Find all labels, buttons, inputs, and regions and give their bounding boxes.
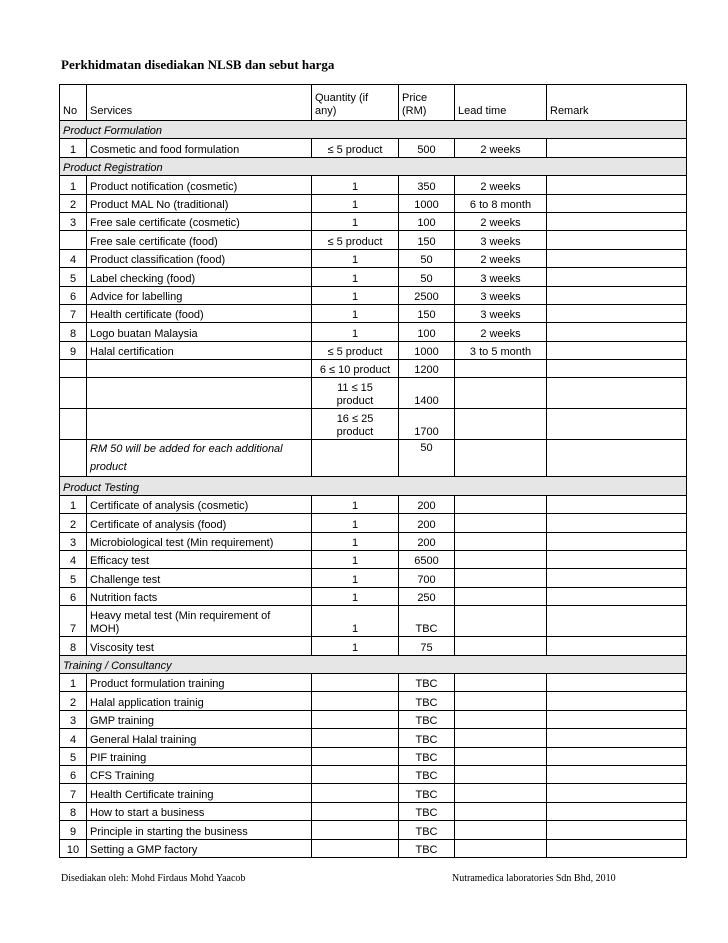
section-row (60, 157, 687, 175)
row-quantity: 1 (312, 637, 399, 655)
row-service: How to start a business (87, 802, 312, 820)
row-remark (547, 514, 687, 532)
row-lead-time (455, 784, 547, 802)
row-no: 6 (60, 286, 87, 304)
row-price: 1000 (399, 194, 455, 212)
row-service: Viscosity test (87, 637, 312, 655)
table-row (60, 606, 687, 637)
table-row (60, 440, 687, 477)
row-lead-time: 6 to 8 month (455, 194, 547, 212)
row-lead-time (455, 802, 547, 820)
row-no: 1 (60, 176, 87, 194)
row-remark (547, 176, 687, 194)
table-row (60, 551, 687, 569)
row-remark (547, 821, 687, 839)
row-quantity: ≤ 5 product (312, 139, 399, 157)
row-remark (547, 286, 687, 304)
row-no: 8 (60, 323, 87, 341)
table-row (60, 139, 687, 157)
row-quantity: ≤ 5 product (312, 341, 399, 359)
table-row (60, 249, 687, 267)
row-lead-time (455, 673, 547, 691)
row-lead-time: 2 weeks (455, 139, 547, 157)
row-no: 5 (60, 268, 87, 286)
table-row (60, 194, 687, 212)
page-title: Perkhidmatan disediakan NLSB dan sebut harga (61, 57, 335, 72)
row-service: Free sale certificate (food) (87, 231, 312, 249)
row-lead-time: 2 weeks (455, 212, 547, 230)
row-lead-time (455, 360, 547, 378)
row-service: Microbiological test (Min requirement) (87, 532, 312, 550)
row-lead-time: 3 weeks (455, 268, 547, 286)
table-row (60, 286, 687, 304)
header-lead-time: Lead time (455, 85, 547, 121)
row-service: General Halal training (87, 729, 312, 747)
row-quantity (312, 673, 399, 691)
row-lead-time: 3 weeks (455, 231, 547, 249)
table-row (60, 821, 687, 839)
table-row (60, 231, 687, 249)
row-quantity: 16 ≤ 25 product (312, 409, 399, 440)
row-lead-time (455, 710, 547, 728)
row-no: 5 (60, 569, 87, 587)
row-lead-time (455, 821, 547, 839)
row-no: 4 (60, 249, 87, 267)
row-lead-time (455, 495, 547, 513)
row-price: 1000 (399, 341, 455, 359)
row-quantity: 1 (312, 268, 399, 286)
row-lead-time (455, 378, 547, 409)
row-price: 100 (399, 323, 455, 341)
row-lead-time (455, 839, 547, 857)
row-price: 150 (399, 304, 455, 322)
row-service: CFS Training (87, 765, 312, 783)
row-quantity: 6 ≤ 10 product (312, 360, 399, 378)
table-row (60, 532, 687, 550)
row-lead-time (455, 569, 547, 587)
row-remark (547, 360, 687, 378)
row-price: 150 (399, 231, 455, 249)
row-no (60, 409, 87, 440)
row-no: 8 (60, 637, 87, 655)
table-row (60, 569, 687, 587)
row-lead-time: 2 weeks (455, 176, 547, 194)
row-quantity: 1 (312, 194, 399, 212)
row-no: 9 (60, 341, 87, 359)
row-lead-time (455, 606, 547, 637)
row-lead-time (455, 637, 547, 655)
row-remark (547, 495, 687, 513)
row-lead-time (455, 440, 547, 477)
table-row (60, 839, 687, 857)
row-service: Product MAL No (traditional) (87, 194, 312, 212)
row-price: TBC (399, 784, 455, 802)
row-no: 1 (60, 495, 87, 513)
row-remark (547, 212, 687, 230)
row-remark (547, 323, 687, 341)
row-service: Efficacy test (87, 551, 312, 569)
row-quantity: 1 (312, 304, 399, 322)
row-service: Logo buatan Malaysia (87, 323, 312, 341)
row-service: Halal certification (87, 341, 312, 359)
row-remark (547, 551, 687, 569)
row-remark (547, 341, 687, 359)
row-remark (547, 231, 687, 249)
row-lead-time: 3 weeks (455, 286, 547, 304)
row-quantity (312, 440, 399, 477)
row-service (87, 409, 312, 440)
row-service (87, 360, 312, 378)
row-no (60, 378, 87, 409)
row-quantity: 1 (312, 606, 399, 637)
section-row (60, 477, 687, 495)
row-service: Product notification (cosmetic) (87, 176, 312, 194)
row-lead-time (455, 532, 547, 550)
row-price: 200 (399, 514, 455, 532)
row-no: 6 (60, 587, 87, 605)
row-quantity (312, 784, 399, 802)
row-quantity: 1 (312, 286, 399, 304)
table-row (60, 514, 687, 532)
row-remark (547, 409, 687, 440)
row-price: 2500 (399, 286, 455, 304)
row-remark (547, 194, 687, 212)
row-remark (547, 673, 687, 691)
row-no (60, 231, 87, 249)
row-price: TBC (399, 802, 455, 820)
row-price: TBC (399, 710, 455, 728)
table-row (60, 729, 687, 747)
table-row (60, 495, 687, 513)
row-lead-time (455, 551, 547, 569)
row-remark (547, 440, 687, 477)
row-remark (547, 784, 687, 802)
row-remark (547, 692, 687, 710)
row-price: 100 (399, 212, 455, 230)
row-remark (547, 249, 687, 267)
row-service-note: RM 50 will be added for each additional product (87, 440, 312, 477)
row-remark (547, 532, 687, 550)
row-remark (547, 569, 687, 587)
table-row (60, 323, 687, 341)
table-row (60, 637, 687, 655)
row-quantity: ≤ 5 product (312, 231, 399, 249)
row-quantity: 1 (312, 323, 399, 341)
row-service: PIF training (87, 747, 312, 765)
table-row (60, 176, 687, 194)
row-price: TBC (399, 765, 455, 783)
row-service: Heavy metal test (Min requirement of MOH) (87, 606, 312, 637)
section-heading: Product Registration (60, 157, 687, 175)
row-service: Halal application trainig (87, 692, 312, 710)
row-service: Health Certificate training (87, 784, 312, 802)
row-price: 700 (399, 569, 455, 587)
row-remark (547, 587, 687, 605)
row-price: TBC (399, 692, 455, 710)
price-table (59, 84, 687, 858)
row-quantity (312, 692, 399, 710)
row-service: Free sale certificate (cosmetic) (87, 212, 312, 230)
row-lead-time (455, 729, 547, 747)
row-price: 50 (399, 268, 455, 286)
row-remark (547, 747, 687, 765)
row-price: TBC (399, 729, 455, 747)
row-remark (547, 304, 687, 322)
section-heading: Product Testing (60, 477, 687, 495)
row-remark (547, 765, 687, 783)
row-lead-time: 2 weeks (455, 249, 547, 267)
row-price: 200 (399, 495, 455, 513)
row-no: 2 (60, 692, 87, 710)
table-row (60, 587, 687, 605)
row-lead-time (455, 409, 547, 440)
row-price: 50 (399, 440, 455, 477)
row-service: Advice for labelling (87, 286, 312, 304)
table-row (60, 360, 687, 378)
row-quantity: 1 (312, 569, 399, 587)
row-quantity (312, 747, 399, 765)
row-no: 7 (60, 784, 87, 802)
header-quantity: Quantity (if any) (312, 85, 399, 121)
row-price: 350 (399, 176, 455, 194)
row-price: 250 (399, 587, 455, 605)
row-price: TBC (399, 839, 455, 857)
row-quantity (312, 765, 399, 783)
header-row (60, 85, 687, 121)
row-quantity (312, 710, 399, 728)
row-no: 2 (60, 514, 87, 532)
row-lead-time (455, 765, 547, 783)
table-row (60, 784, 687, 802)
row-quantity: 1 (312, 212, 399, 230)
table-row (60, 341, 687, 359)
row-lead-time (455, 692, 547, 710)
table-row (60, 212, 687, 230)
footer-author: Disediakan oleh: Mohd Firdaus Mohd Yaacob (61, 873, 246, 884)
row-service: Principle in starting the business (87, 821, 312, 839)
table-row (60, 304, 687, 322)
row-remark (547, 606, 687, 637)
row-no: 4 (60, 729, 87, 747)
row-price: 500 (399, 139, 455, 157)
row-quantity: 1 (312, 551, 399, 569)
row-no: 9 (60, 821, 87, 839)
row-service: Challenge test (87, 569, 312, 587)
row-no: 3 (60, 532, 87, 550)
header-no: No (60, 85, 87, 121)
row-service: Setting a GMP factory (87, 839, 312, 857)
table-row (60, 802, 687, 820)
table-row (60, 673, 687, 691)
table-row (60, 378, 687, 409)
row-quantity: 1 (312, 249, 399, 267)
row-price: 1700 (399, 409, 455, 440)
row-service: Certificate of analysis (food) (87, 514, 312, 532)
footer-company: Nutramedica laboratories Sdn Bhd, 2010 (452, 873, 616, 884)
row-quantity (312, 802, 399, 820)
table-row (60, 710, 687, 728)
row-remark (547, 268, 687, 286)
header-price: Price (RM) (399, 85, 455, 121)
row-lead-time: 3 weeks (455, 304, 547, 322)
row-price: 1200 (399, 360, 455, 378)
row-remark (547, 729, 687, 747)
row-service: Certificate of analysis (cosmetic) (87, 495, 312, 513)
row-no (60, 360, 87, 378)
row-no: 4 (60, 551, 87, 569)
row-no: 10 (60, 839, 87, 857)
row-service: Nutrition facts (87, 587, 312, 605)
row-remark (547, 378, 687, 409)
row-price: TBC (399, 606, 455, 637)
row-service: Health certificate (food) (87, 304, 312, 322)
row-lead-time: 3 to 5 month (455, 341, 547, 359)
row-quantity: 11 ≤ 15 product (312, 378, 399, 409)
table-row (60, 747, 687, 765)
row-service: GMP training (87, 710, 312, 728)
row-remark (547, 637, 687, 655)
row-quantity: 1 (312, 532, 399, 550)
row-no: 7 (60, 606, 87, 637)
row-price: 50 (399, 249, 455, 267)
row-no: 3 (60, 710, 87, 728)
table-row (60, 692, 687, 710)
row-service (87, 378, 312, 409)
row-service: Cosmetic and food formulation (87, 139, 312, 157)
row-lead-time (455, 587, 547, 605)
row-remark (547, 839, 687, 857)
row-no: 2 (60, 194, 87, 212)
table-row (60, 268, 687, 286)
row-service: Product classification (food) (87, 249, 312, 267)
row-quantity (312, 821, 399, 839)
row-lead-time (455, 514, 547, 532)
header-services: Services (87, 85, 312, 121)
row-price: 75 (399, 637, 455, 655)
row-no: 1 (60, 673, 87, 691)
row-quantity: 1 (312, 176, 399, 194)
row-quantity (312, 729, 399, 747)
row-price: TBC (399, 821, 455, 839)
row-lead-time (455, 747, 547, 765)
row-remark (547, 802, 687, 820)
row-price: TBC (399, 673, 455, 691)
row-no: 8 (60, 802, 87, 820)
row-quantity: 1 (312, 495, 399, 513)
row-no: 5 (60, 747, 87, 765)
section-heading: Product Formulation (60, 121, 687, 139)
section-row (60, 655, 687, 673)
row-no (60, 440, 87, 477)
header-remark: Remark (547, 85, 687, 121)
table-row (60, 409, 687, 440)
row-no: 6 (60, 765, 87, 783)
row-price: 6500 (399, 551, 455, 569)
section-heading: Training / Consultancy (60, 655, 687, 673)
section-row (60, 121, 687, 139)
row-no: 3 (60, 212, 87, 230)
table-row (60, 765, 687, 783)
row-quantity: 1 (312, 514, 399, 532)
row-quantity: 1 (312, 587, 399, 605)
row-price: TBC (399, 747, 455, 765)
row-quantity (312, 839, 399, 857)
row-price: 200 (399, 532, 455, 550)
row-service: Label checking (food) (87, 268, 312, 286)
row-no: 1 (60, 139, 87, 157)
row-no: 7 (60, 304, 87, 322)
row-lead-time: 2 weeks (455, 323, 547, 341)
row-service: Product formulation training (87, 673, 312, 691)
row-remark (547, 710, 687, 728)
row-price: 1400 (399, 378, 455, 409)
row-remark (547, 139, 687, 157)
